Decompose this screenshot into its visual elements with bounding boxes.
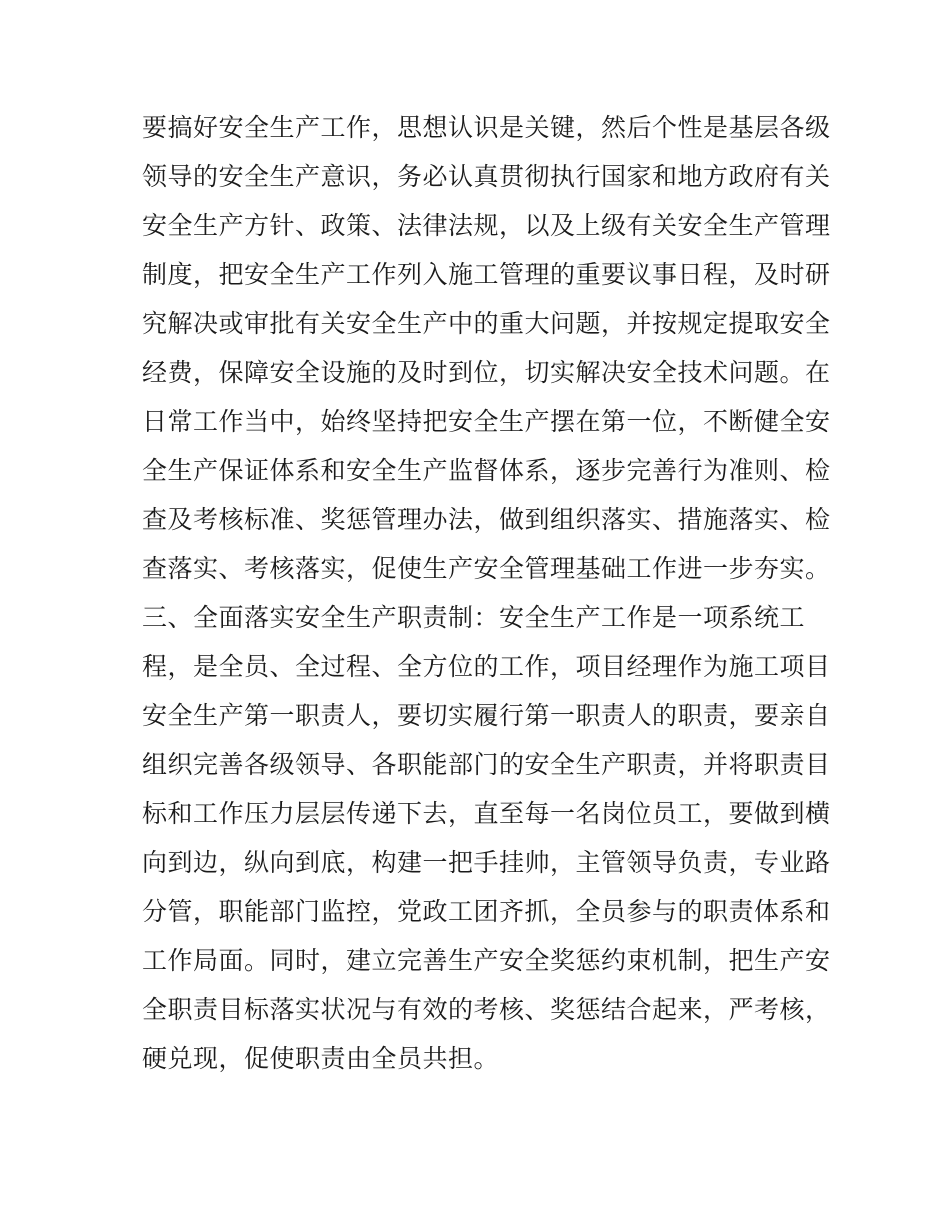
- text-line: 标和工作压力层层传递下去，直至每一名岗位员工，要做到横: [142, 799, 831, 828]
- text-line: 究解决或审批有关安全生产中的重大问题，并按规定提取安全: [142, 309, 831, 338]
- text-line: 安全生产方针、政策、法律法规，以及上级有关安全生产管理: [142, 211, 831, 240]
- text-line: 组织完善各级领导、各职能部门的安全生产职责，并将职责目: [142, 750, 831, 779]
- text-line: 工作局面。同时，建立完善生产安全奖惩约束机制，把生产安: [142, 946, 831, 975]
- text-line: 全生产保证体系和安全生产监督体系，逐步完善行为准则、检: [142, 456, 831, 485]
- text-line: 安全生产第一职责人，要切实履行第一职责人的职责，要亲自: [142, 701, 831, 730]
- text-line: 全职责目标落实状况与有效的考核、奖惩结合起来，严考核，: [142, 995, 831, 1024]
- text-line: 制度，把安全生产工作列入施工管理的重要议事日程，及时研: [142, 260, 831, 289]
- text-line: 日常工作当中，始终坚持把安全生产摆在第一位，不断健全安: [142, 407, 831, 436]
- section-heading-line: 三、全面落实安全生产职责制：安全生产工作是一项系统工: [142, 603, 806, 632]
- text-line: 硬兑现，促使职责由全员共担。: [142, 1044, 500, 1073]
- text-line: 要搞好安全生产工作，思想认识是关键，然后个性是基层各级: [142, 113, 831, 142]
- text-line: 经费，保障安全设施的及时到位，切实解决安全技术问题。在: [142, 358, 831, 387]
- text-line: 程，是全员、全过程、全方位的工作，项目经理作为施工项目: [142, 652, 831, 681]
- text-line: 查及考核标准、奖惩管理办法，做到组织落实、措施落实、检: [142, 505, 831, 534]
- text-line: 查落实、考核落实，促使生产安全管理基础工作进一步夯实。: [142, 554, 831, 583]
- text-line: 向到边，纵向到底，构建一把手挂帅，主管领导负责，专业路: [142, 848, 831, 877]
- text-line: 分管，职能部门监控，党政工团齐抓，全员参与的职责体系和: [142, 897, 831, 926]
- text-line: 领导的安全生产意识，务必认真贯彻执行国家和地方政府有关: [142, 162, 831, 191]
